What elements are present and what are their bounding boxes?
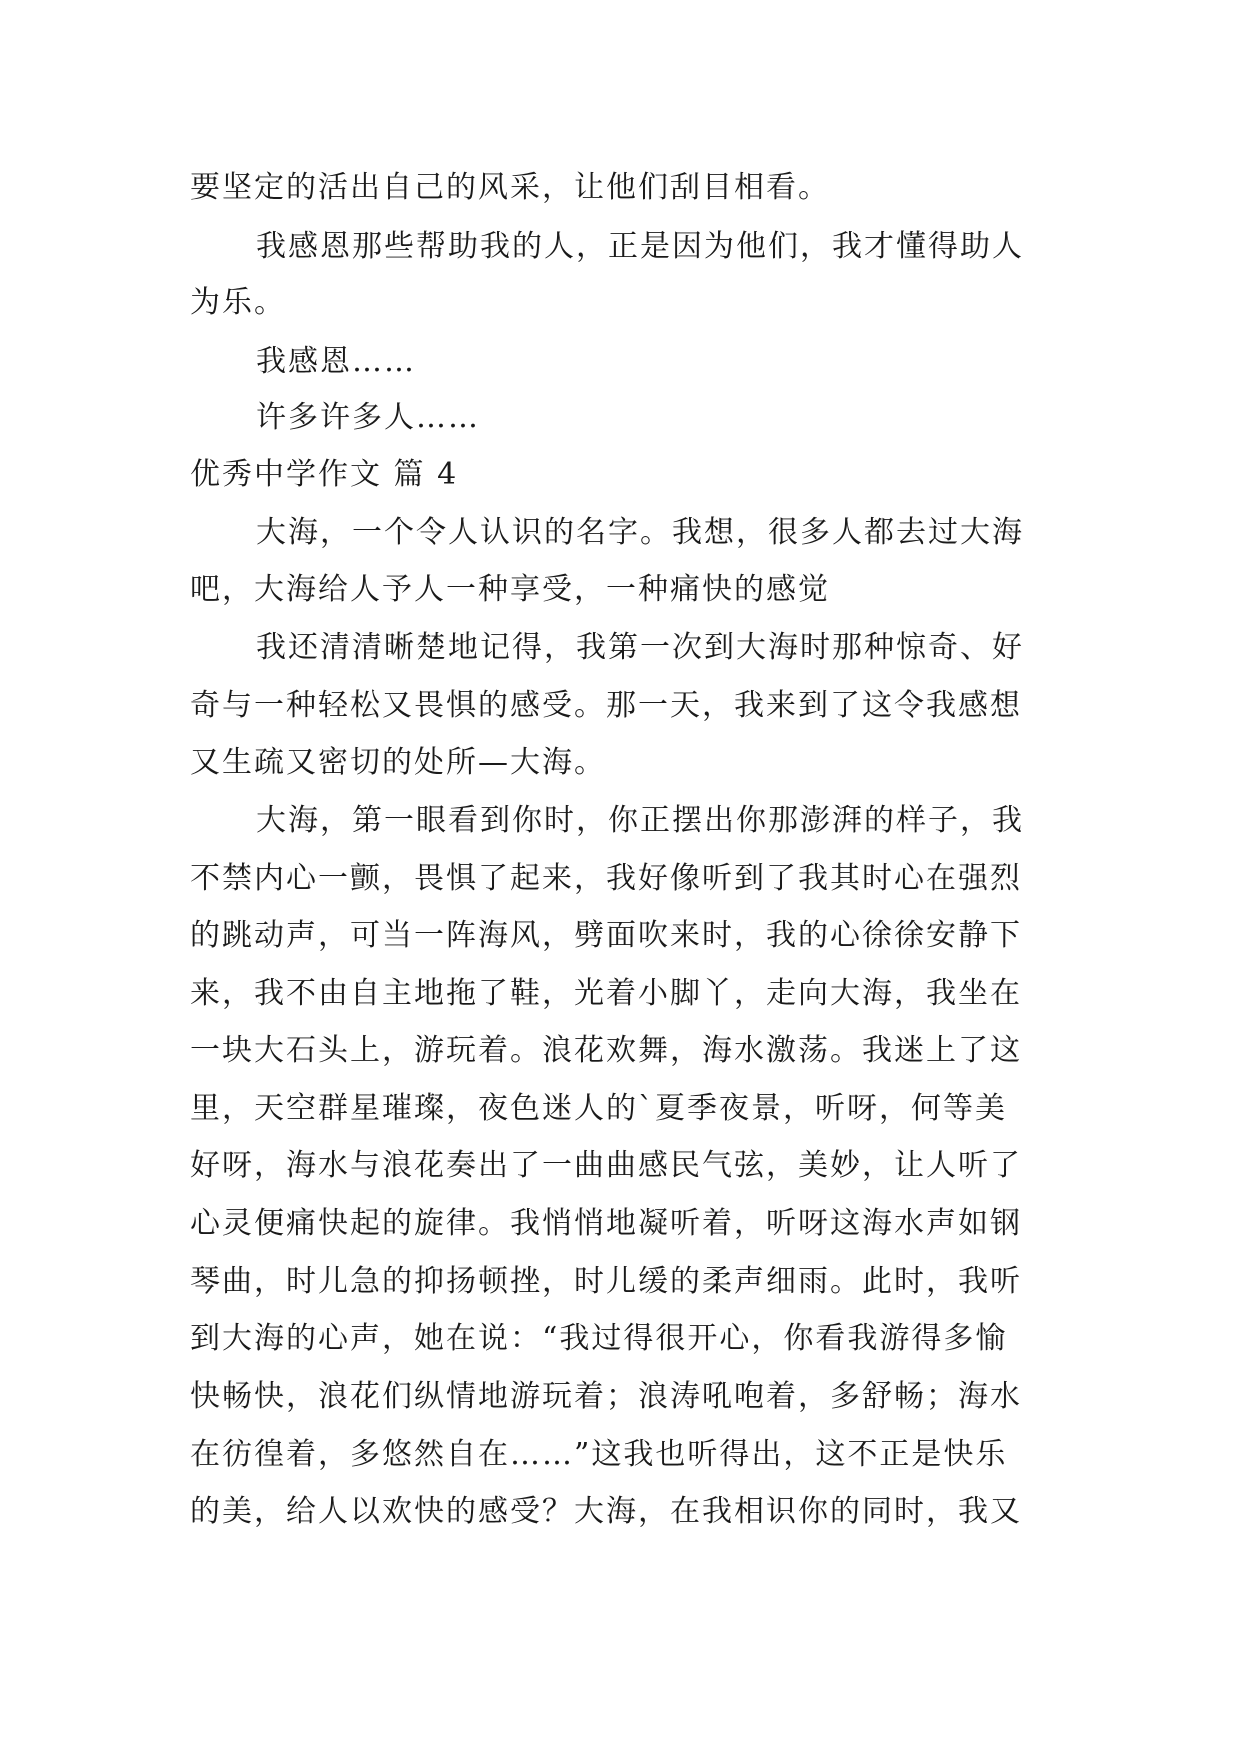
text-line: 大海，第一眼看到你时，你正摆出你那澎湃的样子，我	[256, 803, 1024, 838]
text-line: 我感恩……	[256, 344, 416, 379]
text-line: 的美，给人以欢快的感受？大海，在我相识你的同时，我又	[190, 1494, 1022, 1529]
text-line: 许多许多人……	[256, 400, 480, 435]
text-line: 好呀，海水与浪花奏出了一曲曲感民气弦，美妙，让人听了	[190, 1148, 1022, 1183]
text-line: 一块大石头上，游玩着。浪花欢舞，海水激荡。我迷上了这	[190, 1033, 1022, 1068]
text-line: 的跳动声，可当一阵海风，劈面吹来时，我的心徐徐安静下	[190, 918, 1022, 953]
text-line: 奇与一种轻松又畏惧的感受。那一天，我来到了这令我感想	[190, 688, 1022, 723]
text-line: 为乐。	[190, 285, 286, 320]
text-line: 到大海的心声，她在说：“我过得很开心，你看我游得多愉	[190, 1321, 1008, 1356]
text-line: 不禁内心一颤，畏惧了起来，我好像听到了我其时心在强烈	[190, 861, 1022, 896]
text-line: 大海，一个令人认识的名字。我想，很多人都去过大海	[256, 515, 1024, 550]
text-line: 里，天空群星璀璨，夜色迷人的`夏季夜景，听呀，何等美	[190, 1091, 1007, 1126]
text-line: 我还清清晰楚地记得，我第一次到大海时那种惊奇、好	[256, 630, 1024, 665]
text-line: 来，我不由自主地拖了鞋，光着小脚丫，走向大海，我坐在	[190, 976, 1022, 1011]
text-line: 在彷徨着，多悠然自在……”这我也听得出，这不正是快乐	[190, 1437, 1008, 1472]
section-heading: 优秀中学作文 篇 4	[190, 457, 459, 492]
text-line: 快畅快，浪花们纵情地游玩着；浪涛吼咆着，多舒畅；海水	[190, 1379, 1022, 1414]
text-line: 琴曲，时儿急的抑扬顿挫，时儿缓的柔声细雨。此时，我听	[190, 1264, 1022, 1299]
text-line: 心灵便痛快起的旋律。我悄悄地凝听着，听呀这海水声如钢	[190, 1206, 1022, 1241]
text-line: 要坚定的活出自己的风采，让他们刮目相看。	[190, 170, 830, 205]
text-line: 又生疏又密切的处所—大海。	[190, 745, 606, 780]
text-line: 吧，大海给人予人一种享受，一种痛快的感觉	[190, 572, 830, 607]
text-line: 我感恩那些帮助我的人，正是因为他们，我才懂得助人	[256, 229, 1024, 264]
